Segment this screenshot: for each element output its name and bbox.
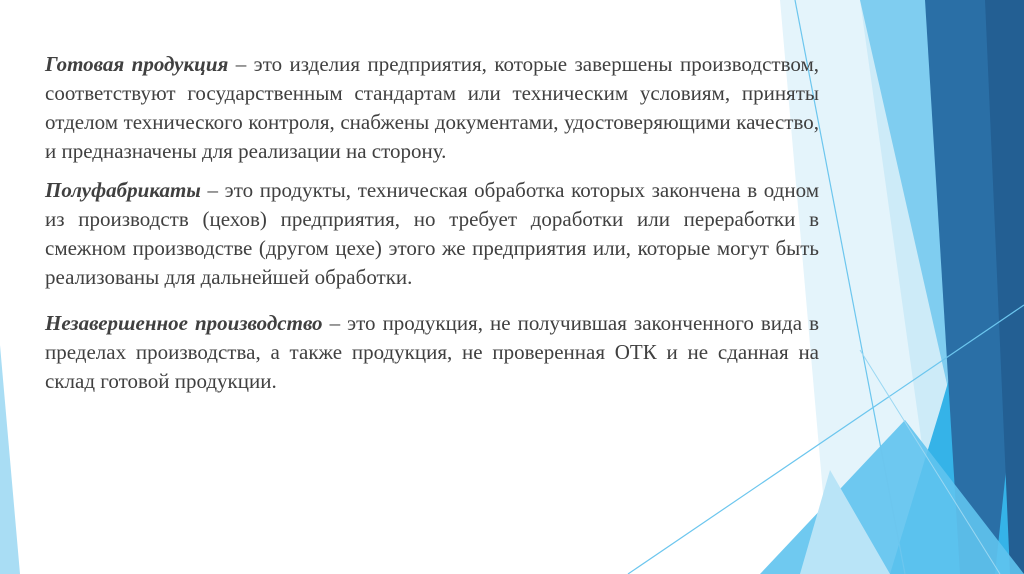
term-work-in-progress: Незавершенное производство xyxy=(45,311,323,335)
left-accent-shape xyxy=(0,345,20,574)
term-semi-finished: Полуфабрикаты xyxy=(45,178,201,202)
paragraph-work-in-progress xyxy=(45,309,819,396)
definition-semi-finished: – это продукты, техническая обработка которых закончена в одном из производств (цехов) предприятия, но требует доработки или переработки в смежном производстве (другом цехе) этого же предприятия или, которые могут быть реализованы для дальнейшей обработки. xyxy=(45,178,819,289)
definition-finished-products: – это изделия предприятия, которые завершены производством, соответствуют государственным стандартам или техническим условиям, приняты отделом технического контроля, снабжены документами, удостоверяющими качество, и предназначены для реализации на сторону. xyxy=(45,52,819,163)
definition-work-in-progress: – это продукция, не получившая законченного вида в пределах производства, а также продукция, не проверенная ОТК и не сданная на склад готовой продукции. xyxy=(45,311,819,393)
paragraph-finished-products xyxy=(45,50,819,166)
content-area xyxy=(45,50,819,396)
term-finished-products: Готовая продукция xyxy=(45,52,229,76)
paragraph-semi-finished xyxy=(45,176,819,292)
